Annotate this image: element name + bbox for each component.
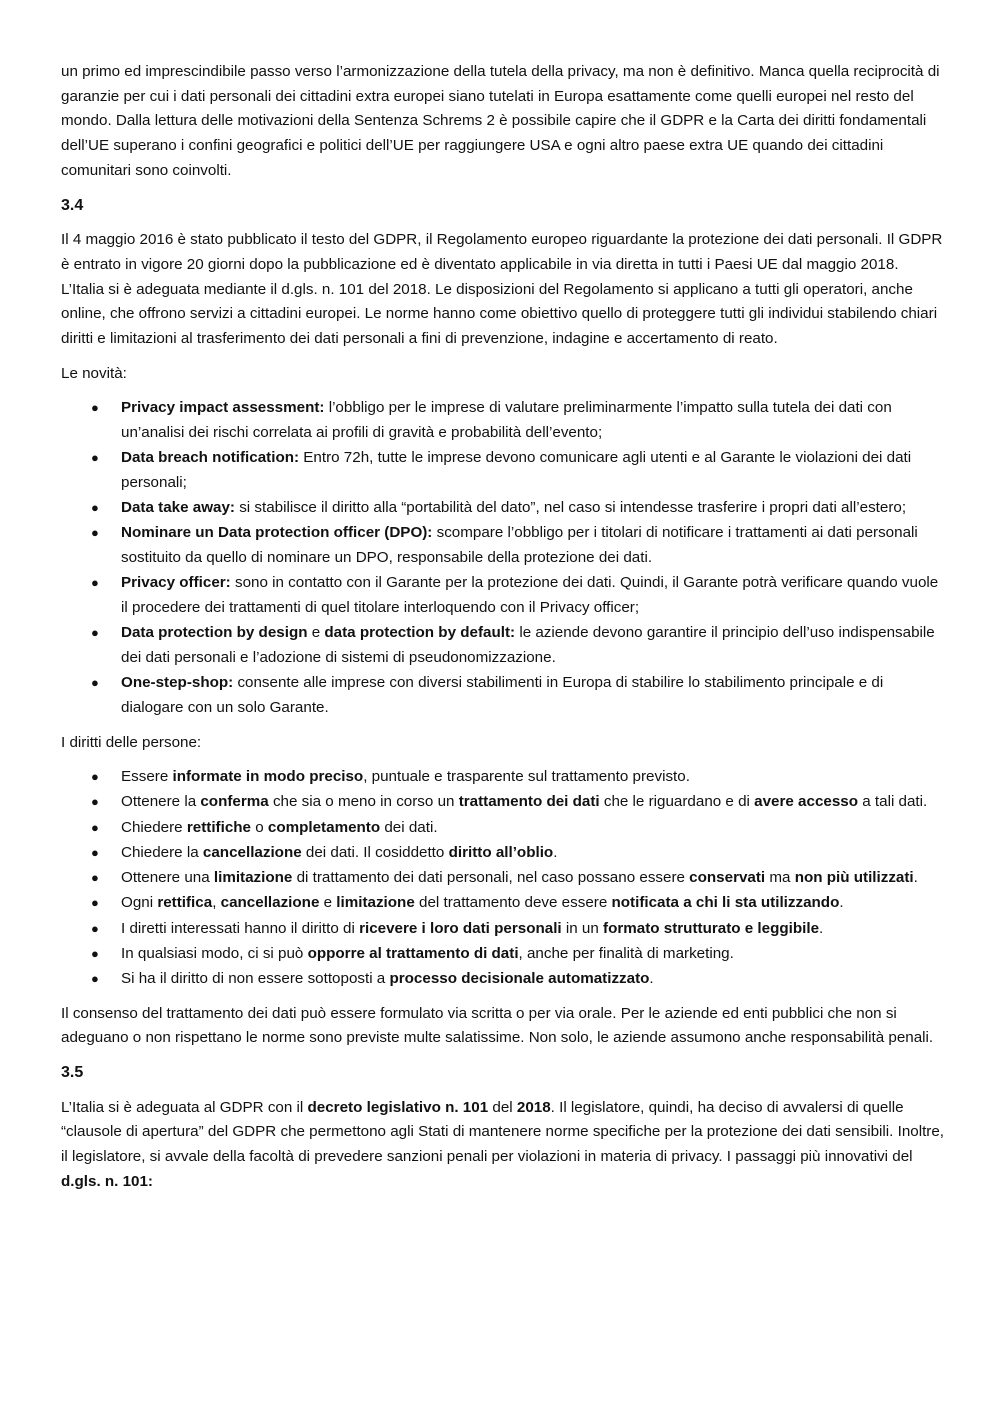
bullet-icon: ● bbox=[91, 500, 99, 516]
bullet-icon: ● bbox=[91, 895, 99, 911]
section-heading-3-5: 3.5 bbox=[61, 1064, 84, 1082]
bullet-icon: ● bbox=[91, 575, 99, 591]
list-item: ● Nominare un Data protection officer (DPO): scompare l’obbligo per i titolari di notificare i trattamenti ai dati personali sostituito da quello di nominare un DPO, responsabile della protezione dei dati. bbox=[61, 521, 945, 570]
list-item: ● Chiedere rettifiche o completamento dei dati. bbox=[61, 816, 945, 841]
list-item: ● Data take away: si stabilisce il diritto alla “portabilità del dato”, nel caso si intendesse trasferire i propri dati all’estero; bbox=[61, 496, 945, 521]
list-item: ● I diretti interessati hanno il diritto di ricevere i loro dati personali in un formato strutturato e leggibile. bbox=[61, 917, 945, 942]
novita-label: Le novità: bbox=[61, 364, 127, 382]
diritti-list bbox=[61, 765, 945, 991]
novita-list bbox=[61, 396, 945, 720]
bullet-icon: ● bbox=[91, 945, 99, 961]
list-item: ● Ottenere la conferma che sia o meno in corso un trattamento dei dati che le riguardano e di avere accesso a tali dati. bbox=[61, 790, 945, 815]
list-item: ● One-step-shop: consente alle imprese con diversi stabilimenti in Europa di stabilire lo stabilimento principale e di dialogare con un solo Garante. bbox=[61, 671, 945, 720]
bullet-icon: ● bbox=[91, 400, 99, 416]
intro-paragraph: un primo ed imprescindibile passo verso l’armonizzazione della tutela della privacy, ma non è definitivo. Manca quella reciprocità di garanzie per cui i dati personali dei cittadini extra europei siano tutelati in Europa esattamente come quelli europei nel resto del mondo. Dalla lettura delle motivazioni della Sentenza Schrems 2 è possibile capire che il GDPR e la Carta dei diritti fondamentali dell’UE superano i confini geografici e politici dell’UE per raggiungere USA e ogni altro paese extra UE quando dei cittadini comunitari sono coinvolti. bbox=[61, 63, 940, 179]
document-page bbox=[61, 60, 945, 1205]
bullet-icon: ● bbox=[91, 769, 99, 785]
bullet-icon: ● bbox=[91, 625, 99, 641]
list-item: ● Privacy impact assessment: l’obbligo per le imprese di valutare preliminarmente l’impatto sulla tutela dei dati con un’analisi dei rischi correlata ai profili di gravità e probabilità dell’evento; bbox=[61, 396, 945, 445]
bullet-icon: ● bbox=[91, 920, 99, 936]
list-item: ● Data protection by design e data protection by default: le aziende devono garantire il principio dell’uso indispensabile dei dati personali e l’adozione di sistemi di pseudonomizzazione. bbox=[61, 621, 945, 670]
bullet-icon: ● bbox=[91, 819, 99, 835]
bullet-icon: ● bbox=[91, 870, 99, 886]
bullet-icon: ● bbox=[91, 675, 99, 691]
bullet-icon: ● bbox=[91, 970, 99, 986]
bullet-icon: ● bbox=[91, 450, 99, 466]
list-item: ● In qualsiasi modo, ci si può opporre al trattamento di dati, anche per finalità di marketing. bbox=[61, 942, 945, 967]
section-heading-3-4: 3.4 bbox=[61, 196, 84, 214]
bullet-icon: ● bbox=[91, 794, 99, 810]
list-item: ● Si ha il diritto di non essere sottoposti a processo decisionale automatizzato. bbox=[61, 967, 945, 992]
section-3-5-paragraph: L’Italia si è adeguata al GDPR con il decreto legislativo n. 101 del 2018. Il legislatore, quindi, ha deciso di avvalersi di quelle “clausole di apertura” del GDPR che permettono agli Stati di mantenere norme specifiche per la protezione dei dati sensibili. Inoltre, il legislatore, si avvale della facoltà di prevedere sanzioni penali per violazioni in materia di privacy. I passaggi più innovativi del d.gls. n. 101: bbox=[61, 1098, 945, 1190]
list-item: ● Privacy officer: sono in contatto con il Garante per la protezione dei dati. Quindi, il Garante potrà verificare quando vuole il procedere dei trattamenti di quel titolare interloquendo con il Privacy officer; bbox=[61, 571, 945, 620]
bullet-icon: ● bbox=[91, 525, 99, 541]
list-item: ● Data breach notification: Entro 72h, tutte le imprese devono comunicare agli utenti e al Garante le violazioni dei dati personali; bbox=[61, 446, 945, 495]
bullet-icon: ● bbox=[91, 844, 99, 860]
diritti-label: I diritti delle persone: bbox=[61, 733, 202, 751]
list-item: ● Essere informate in modo preciso, puntuale e trasparente sul trattamento previsto. bbox=[61, 765, 945, 790]
list-item: ● Ogni rettifica, cancellazione e limitazione del trattamento deve essere notificata a chi li sta utilizzando. bbox=[61, 891, 945, 916]
section-3-4-paragraph: Il 4 maggio 2016 è stato pubblicato il testo del GDPR, il Regolamento europeo riguardante la protezione dei dati personali. Il GDPR è entrato in vigore 20 giorni dopo la pubblicazione ed è diventato applicabile in via diretta in tutti i Paesi UE dal maggio 2018. L’Italia si è adeguata mediante il d.gls. n. 101 del 2018. Le disposizioni del Regolamento si applicano a tutti gli operatori, anche online, che offrono servizi a cittadini europei. Le norme hanno come obiettivo quello di proteggere tutti gli individui stabilendo chiari diritti e limitazioni al trasferimento dei dati personali a fini di prevenzione, indagine e accertamento di reato. bbox=[61, 231, 943, 348]
list-item: ● Chiedere la cancellazione dei dati. Il cosiddetto diritto all’oblio. bbox=[61, 841, 945, 866]
list-item: ● Ottenere una limitazione di trattamento dei dati personali, nel caso possano essere conservati ma non più utilizzati. bbox=[61, 866, 945, 891]
consenso-paragraph: Il consenso del trattamento dei dati può essere formulato via scritta o per via orale. Per le aziende ed enti pubblici che non si adeguano o non rispettano le norme sono previste multe salatissime. Non solo, le aziende assumono anche responsabilità penali. bbox=[61, 1004, 934, 1047]
